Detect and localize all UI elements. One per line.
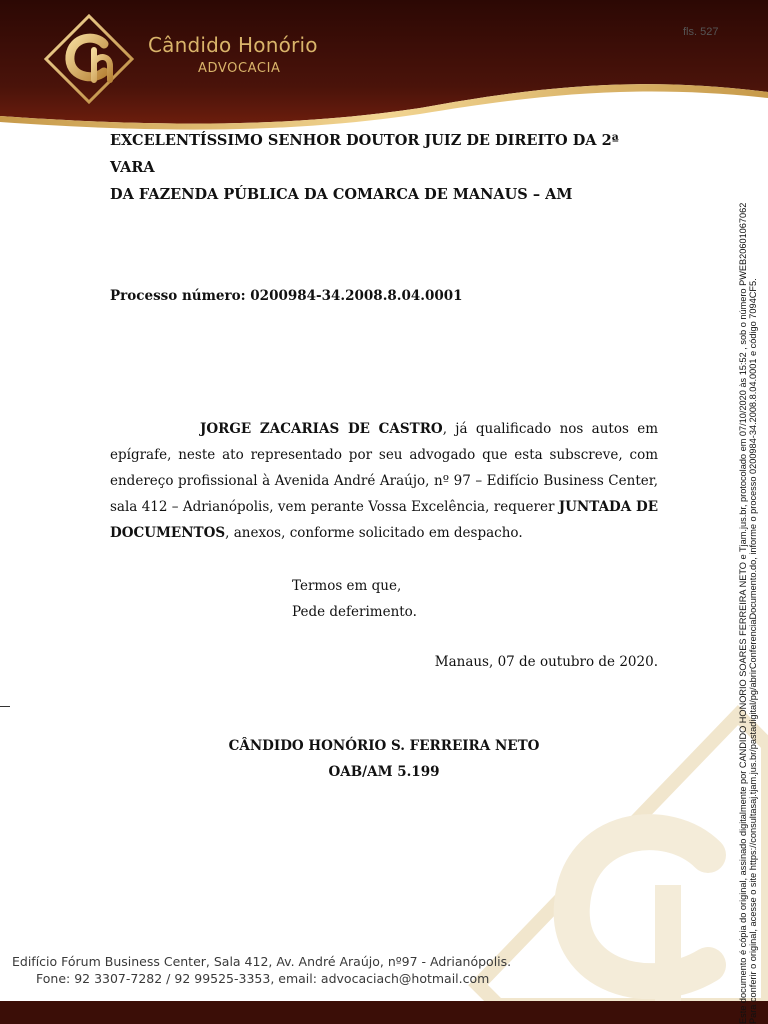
letterhead-header [0,0,768,130]
digital-signature-stamp [738,14,758,1024]
addressee-heading [110,127,660,208]
footer-address-line-1: Edifício Fórum Business Center, Sala 412, Av. André Araújo, nº97 - Adrianópolis. [12,954,512,969]
stamp-line-1: Este documento é cópia do original, assinado digitalmente por CANDIDO HONORIO SOARES FERREIRA NETO e Tjam.jus.br, protocolado em 07/10/2020 às 15:52 , sob o número PWEB20601067062 [738,202,748,1024]
process-number: Processo número: 0200984-34.2008.8.04.0001 [110,288,463,304]
closing-line-1: Termos em que, [292,578,402,594]
firm-name: Cândido Honório [148,33,318,57]
footer-bar [0,1001,768,1024]
signer-oab: OAB/AM 5.199 [328,764,440,780]
request-text: JUNTADA DE DOCUMENTOS [110,499,658,541]
petition-body [110,416,658,546]
signature-block [110,733,658,785]
firm-subtitle: ADVOCACIA [198,61,281,76]
closing-formula [292,573,417,625]
signer-name: CÂNDIDO HONÓRIO S. FERREIRA NETO [228,738,540,754]
stamp-line-2: Para conferir o original, acesse o site https://consultasaj.tjam.jus.br/pastadigital/pg/abrirConferenciaDocumento.do, informe o processo 0200984-34.2008.8.04.0001 e código 7094CF5. [748,278,758,1024]
footer-address [12,953,511,987]
page-number-mark: fls. 527 [683,26,719,38]
addressee-line-1: EXCELENTÍSSIMO SENHOR DOUTOR JUIZ DE DIREITO DA 2ª VARA [110,132,619,176]
body-text-2: , anexos, conforme solicitado em despacho. [225,525,523,541]
party-name: JORGE ZACARIAS DE CASTRO [200,421,443,437]
addressee-line-2: DA FAZENDA PÚBLICA DA COMARCA DE MANAUS – AM [110,186,573,203]
date-line: Manaus, 07 de outubro de 2020. [434,654,658,670]
ch-monogram-diamond-icon [44,14,134,104]
margin-divider [0,706,10,707]
footer-contact-line: Fone: 92 3307-7282 / 92 99525-3353, email: advocaciach@hotmail.com [36,971,490,986]
closing-line-2: Pede deferimento. [292,604,417,620]
body-text-1: , já qualificado nos autos em epígrafe, neste ato representado por seu advogado que esta subscreve, com endereço profissional à Avenida André Araújo, nº 97 – Edifício Business Center, sala 412 – Adrianópolis, vem perante Vossa Excelência, requerer [110,421,658,515]
